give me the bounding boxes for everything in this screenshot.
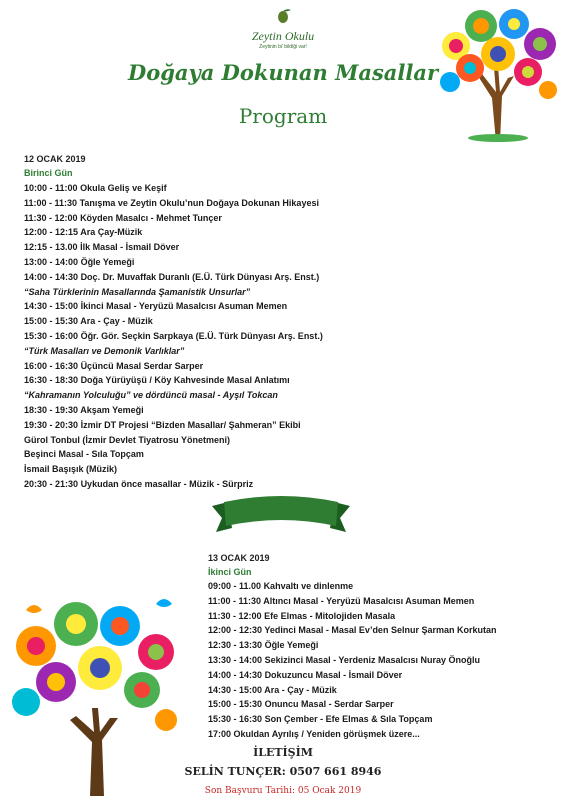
schedule-text: “Türk Masalları ve Demonik Varlıklar” [24,345,185,356]
schedule-text: Akşam Yemeği [80,405,144,415]
schedule-time: 18:30 - 19:30 [24,405,79,415]
logo-name: Zeytin Okulu [251,29,315,43]
schedule-text: Uykudan önce masallar - Müzik - Sürpriz [80,479,254,489]
schedule-item [208,714,432,724]
schedule-item [24,257,134,267]
schedule-time: 20:30 - 21:30 [24,479,79,489]
schedule-item [24,331,323,341]
schedule-time: 10:00 - 11:00 [24,183,78,193]
schedule-text: “Kahramanın Yolculuğu” ve dördüncü masal - Ayşıl Tokcan [24,390,278,401]
schedule-item [24,227,142,237]
day2-label: İkinci Gün [208,567,252,577]
schedule-item [208,640,318,650]
schedule-time: 14:30 - 15:00 [24,301,79,312]
schedule-item [24,272,319,282]
schedule-time: 14:00 - 14:30 [24,271,79,282]
contact-heading: İLETİŞİM [253,746,313,759]
schedule-text: Sekizinci Masal - Yerdeniz Masalcısı Nuray Önoğlu [264,655,480,665]
schedule-time: 11:30 - 12:00 [24,212,78,223]
green-ribbon-banner [206,488,356,540]
schedule-item [24,375,290,385]
day1-label: Birinci Gün [24,168,73,178]
schedule-time: 13:00 - 14:00 [24,257,79,267]
schedule-item [24,316,153,326]
schedule-item [24,390,278,400]
schedule-time: 15:00 - 15:30 [208,699,263,710]
schedule-item [208,596,474,606]
schedule-item [208,685,337,695]
schedule-text: Ara Çay-Müzik [80,227,143,238]
schedule-text: Ara - Çay - Müzik [264,684,337,695]
schedule-item [24,449,144,459]
schedule-item [24,213,222,223]
schedule-time: 19:30 - 20:30 [24,419,79,430]
schedule-text: Okula Geliş ve Keşif [80,183,167,193]
schedule-item [208,699,394,709]
schedule-text: Okuldan Ayrılış / Yeniden görüşmek üzere... [233,729,420,739]
page-subtitle: Program [238,104,328,128]
schedule-item [208,670,402,680]
schedule-item [208,729,420,739]
schedule-time: 11:00 - 11:30 [208,595,262,606]
schedule-text: Beşinci Masal - Sıla Topçam [24,449,144,460]
schedule-text: Onuncu Masal - Serdar Sarper [264,699,394,710]
page-title: Doğaya Dokunan Masallar [127,60,439,85]
colorful-tree-illustration-top [436,6,560,142]
schedule-time: 16:30 - 18:30 [24,375,79,386]
schedule-text: Köyden Masalcı - Mehmet Tunçer [80,212,222,223]
olive-logo-icon [273,8,293,24]
schedule-text: Ara - Çay - Müzik [80,316,153,327]
schedule-text: İlk Masal - İsmail Döver [80,242,180,253]
schedule-item [208,625,496,635]
schedule-text: Öğle Yemeği [264,640,319,651]
schedule-time: 09:00 - 11.00 [208,581,262,591]
schedule-text: Son Çember - Efe Elmas & Sıla Topçam [264,714,433,725]
contact-line: SELİN TUNÇER: 0507 661 8946 [184,765,382,778]
schedule-text: İkinci Masal - Yeryüzü Masalcısı Asuman Memen [80,301,288,312]
schedule-text: Dokuzuncu Masal - İsmail Döver [264,669,403,680]
schedule-item [24,361,203,371]
schedule-time: 14:30 - 15:00 [208,684,263,695]
schedule-text: Doğa Yürüyüşü / Köy Kahvesinde Masal Anlatımı [80,375,290,386]
logo-tagline: Zeytinin bi' bildiği var! [259,44,307,50]
schedule-time: 15:30 - 16:30 [208,714,263,725]
application-deadline: Son Başvuru Tarihi: 05 Ocak 2019 [204,786,362,796]
schedule-text: Altıncı Masal - Yeryüzü Masalcısı Asuman Memen [263,595,475,606]
schedule-time: 12:00 - 12:30 [208,625,263,636]
schedule-item [208,581,353,591]
schedule-time: 15:00 - 15:30 [24,316,79,327]
schedule-item [24,198,319,208]
schedule-time: 11:00 - 11:30 [24,197,78,208]
schedule-text: Tanışma ve Zeytin Okulu’nun Doğaya Dokunan Hikayesi [79,197,319,208]
schedule-text: Öğle Yemeği [80,257,135,267]
schedule-text: Yedinci Masal - Masal Ev’den Selnur Şarman Korkutan [264,625,497,636]
schedule-item [24,346,184,356]
schedule-item [24,464,117,474]
schedule-item [24,405,144,415]
schedule-item [24,242,179,252]
schedule-item [24,287,250,297]
schedule-time: 12:00 - 12:15 [24,227,79,238]
schedule-item [24,183,167,193]
schedule-text: “Saha Türklerinin Masallarında Şamanistik Unsurlar” [24,286,251,297]
schedule-text: Öğr. Gör. Seçkin Sarpkaya (E.Ü. Türk Dünyası Arş. Enst.) [80,331,323,341]
schedule-text: Doç. Dr. Muvaffak Duranlı (E.Ü. Türk Dünyası Arş. Enst.) [80,271,320,282]
schedule-text: İzmir DT Projesi “Bizden Masallar/ Şahmeran” Ekibi [80,419,301,430]
schedule-text: Kahvaltı ve dinlenme [263,581,354,591]
schedule-time: 13:30 - 14:00 [208,655,263,665]
schedule-time: 16:00 - 16:30 [24,360,79,371]
schedule-text: İsmail Başışık (Müzik) [24,464,118,475]
schedule-time: 11:30 - 12:00 [208,610,262,621]
schedule-time: 12:30 - 13:30 [208,640,263,651]
day1-date: 12 OCAK 2019 [24,154,86,164]
schedule-item [208,611,395,621]
schedule-time: 17:00 [208,729,232,739]
day2-date: 13 OCAK 2019 [208,553,270,563]
schedule-item [24,420,301,430]
schedule-text: Üçüncü Masal Serdar Sarper [80,360,204,371]
schedule-time: 14:00 - 14:30 [208,669,263,680]
schedule-item [208,655,480,665]
schedule-text: Efe Elmas - Mitolojiden Masala [264,610,396,621]
schedule-item [24,301,287,311]
schedule-text: Gürol Tonbul (İzmir Devlet Tiyatrosu Yönetmeni) [24,434,231,445]
schedule-item [24,435,230,445]
schedule-time: 15:30 - 16:00 [24,331,79,341]
schedule-time: 12:15 - 13.00 [24,242,78,253]
